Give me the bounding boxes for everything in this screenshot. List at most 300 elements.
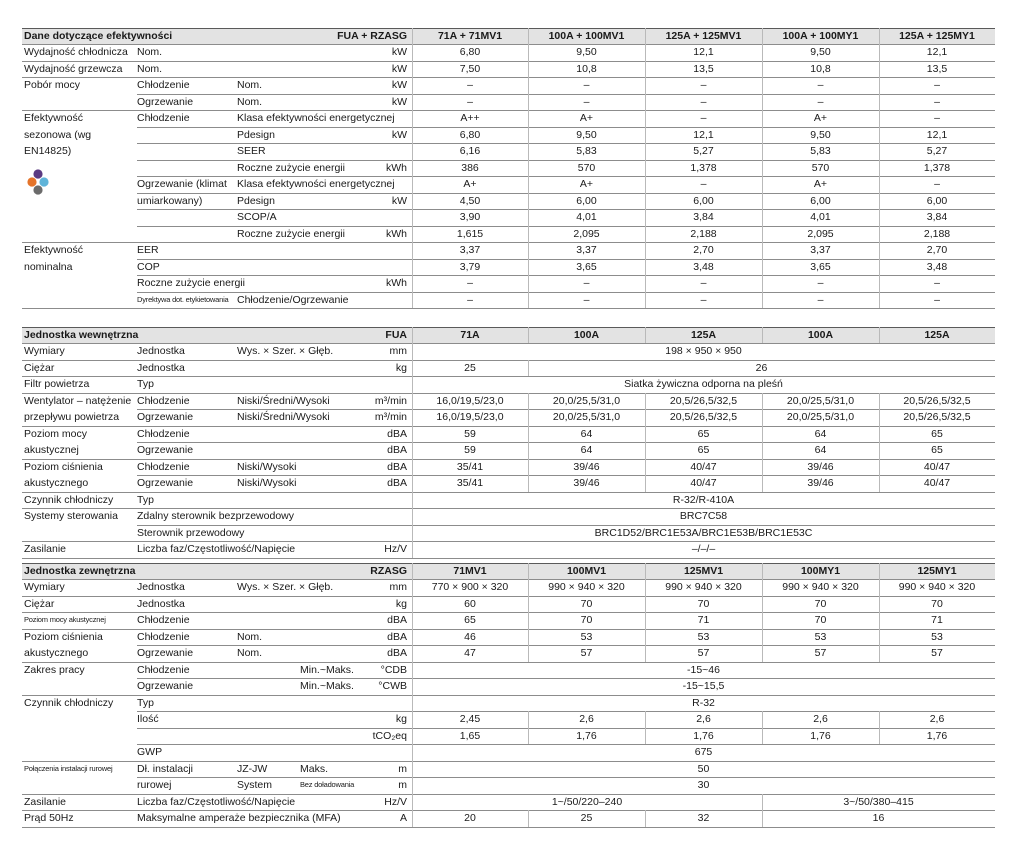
row-divider	[137, 226, 995, 227]
row-label: Poziom ciśnienia	[24, 630, 103, 643]
row-sublabel: Typ	[137, 378, 154, 390]
column-header: 100A + 100MV1	[548, 30, 625, 42]
table-row	[0, 761, 1020, 777]
value-cell: –	[934, 178, 940, 190]
table-row	[0, 209, 1020, 225]
unit-label: m	[398, 779, 407, 791]
unit-label: m³/min	[374, 394, 407, 407]
row-divider	[137, 193, 995, 194]
unit-label: dBA	[387, 427, 407, 440]
unit-label: kWh	[386, 227, 407, 240]
unit-label: kWh	[386, 277, 407, 289]
value-cell: 70	[580, 614, 593, 626]
value-cell: 3,48	[926, 260, 948, 273]
row-condition: Bez doładowania	[300, 780, 355, 789]
value-cell: 3,65	[810, 260, 831, 273]
table-row	[0, 744, 1020, 760]
row-sublabel: Ogrzewanie	[137, 411, 194, 423]
table-row	[0, 376, 1020, 392]
row-sublabel: Typ	[137, 493, 154, 506]
column-divider	[412, 563, 413, 827]
unit-label: Hz/V	[384, 543, 407, 555]
value-cell: A+	[813, 178, 828, 190]
row-label: Czynnik chłodniczy	[24, 493, 114, 506]
table-row	[0, 393, 1020, 409]
row-detail: Wys. × Szer. × Głęb.	[237, 345, 334, 357]
row-divider	[22, 612, 995, 613]
value-cell: 2,095	[807, 227, 834, 240]
value-cell: 65	[464, 614, 476, 626]
value-cell: 1,615	[456, 227, 484, 240]
row-divider	[22, 459, 995, 460]
column-divider	[879, 711, 880, 744]
model-label: FUA + RZASG	[337, 30, 407, 42]
table-row	[0, 77, 1020, 93]
row-sublabel: Ogrzewanie	[137, 647, 194, 659]
row-divider	[22, 579, 995, 580]
row-label: Ciężar	[24, 361, 55, 374]
column-divider	[528, 393, 529, 426]
row-detail: Chłodzenie/Ogrzewanie	[237, 293, 349, 306]
row-detail: SEER	[237, 145, 266, 157]
value-cell: 990 × 940 × 320	[898, 581, 976, 593]
row-divider	[22, 308, 995, 309]
row-sublabel: Chłodzenie	[137, 630, 190, 643]
value-cell: 65	[697, 427, 710, 440]
value-cell: 9,50	[810, 128, 831, 141]
value-group-cell: 1~/50/220–240	[551, 795, 623, 808]
value-cell: 12,1	[693, 46, 714, 58]
row-condition: Min.~Maks.	[300, 680, 354, 692]
value-span-cell: BRC1D52/BRC1E53A/BRC1E53B/BRC1E53C	[594, 526, 813, 539]
value-cell: 64	[814, 427, 827, 440]
column-divider	[412, 327, 413, 558]
value-cell: 3,84	[693, 211, 714, 223]
column-divider	[879, 393, 880, 426]
row-detail: System	[237, 779, 273, 791]
row-label: akustycznego	[24, 477, 89, 489]
value-cell: 65	[931, 427, 943, 440]
row-detail: JZ-JW	[237, 762, 268, 775]
value-cell: 990 × 940 × 320	[782, 581, 859, 593]
table-row	[0, 292, 1020, 308]
value-cell: –	[467, 293, 473, 306]
row-detail: Pdesign	[237, 194, 275, 207]
value-cell: 71	[931, 614, 943, 626]
table-row	[0, 275, 1020, 291]
row-label: Wymiary	[24, 345, 65, 357]
column-divider	[762, 794, 763, 827]
value-cell: 16,0/19,5/23,0	[436, 394, 504, 407]
row-sublabel: Typ	[137, 696, 154, 709]
column-divider	[645, 563, 646, 662]
unit-label: m³/min	[374, 411, 407, 423]
model-label: FUA	[385, 329, 407, 341]
value-cell: 40/47	[923, 477, 951, 489]
column-header: 100A	[807, 329, 834, 341]
value-cell: A+	[463, 178, 477, 190]
row-label: Efektywność	[24, 112, 83, 124]
value-cell: 2,70	[926, 244, 948, 256]
row-detail: Nom.	[237, 630, 263, 643]
value-cell: –	[467, 95, 473, 108]
value-cell: 70	[697, 597, 710, 610]
table-row	[0, 475, 1020, 491]
unit-label: dBA	[387, 630, 407, 643]
unit-label: dBA	[387, 444, 407, 456]
value-cell: 57	[814, 647, 827, 659]
column-header: 100A	[573, 329, 600, 341]
value-cell: 6,00	[926, 194, 948, 207]
unit-label: kWh	[386, 161, 407, 174]
column-header: 100MY1	[800, 565, 841, 577]
value-cell: –	[700, 277, 707, 289]
table-row	[0, 226, 1020, 242]
value-cell: 6,80	[459, 46, 481, 58]
value-cell: –	[700, 79, 707, 91]
row-sublabel: Chłodzenie	[137, 460, 190, 473]
table-row	[0, 777, 1020, 793]
table-row	[0, 442, 1020, 458]
value-span-cell: 198 × 950 × 950	[665, 345, 742, 357]
row-divider	[22, 376, 995, 377]
row-sublabel: Sterownik przewodowy	[137, 526, 245, 539]
table-row	[0, 596, 1020, 612]
row-divider	[22, 508, 995, 509]
value-cell: 3,90	[459, 211, 481, 223]
unit-label: tCO₂eq	[372, 729, 407, 742]
column-header: 71A	[460, 329, 480, 341]
value-cell: 65	[697, 444, 710, 456]
value-cell: 20	[464, 812, 476, 824]
value-cell: A+	[813, 112, 828, 124]
value-cell: 570	[577, 161, 596, 174]
value-cell: 53	[697, 630, 710, 643]
value-cell: 70	[580, 597, 593, 610]
value-cell: 1,76	[810, 729, 831, 742]
row-sublabel: Jednostka	[137, 345, 185, 357]
row-label: Poziom ciśnienia	[24, 460, 103, 473]
value-span-cell: 50	[697, 762, 710, 775]
row-label: Pobór mocy	[24, 79, 81, 91]
column-divider	[412, 28, 413, 308]
row-sublabel: Dyrektywa dot. etykietowania	[137, 294, 229, 304]
value-cell: 35/41	[456, 460, 484, 473]
value-cell: 25	[580, 812, 593, 824]
value-cell: –	[467, 79, 473, 91]
value-cell: 20,5/26,5/32,5	[903, 394, 971, 407]
row-sublabel: Maksymalne amperaże bezpiecznika (MFA)	[137, 812, 341, 824]
value-cell: 59	[464, 427, 476, 440]
unit-label: kg	[395, 361, 407, 374]
value-cell: 4,01	[810, 211, 831, 223]
value-cell: 3,37	[810, 244, 831, 256]
table-row	[0, 629, 1020, 645]
row-detail: Wys. × Szer. × Głęb.	[237, 581, 334, 593]
row-label: Wentylator – natężenie	[24, 394, 132, 407]
table-row	[0, 110, 1020, 126]
row-divider	[137, 275, 995, 276]
row-divider	[137, 442, 995, 443]
value-cell: 46	[464, 630, 476, 643]
value-cell: 25	[464, 361, 476, 374]
value-cell: 57	[931, 647, 943, 659]
section-title: Jednostka zewnętrzna	[24, 565, 136, 577]
table-row	[0, 645, 1020, 661]
row-sublabel: Liczba faz/Częstotliwość/Napięcie	[137, 795, 296, 808]
value-cell: 2,188	[923, 227, 951, 240]
row-label: EN14825)	[24, 145, 72, 157]
section-title: Jednostka wewnętrzna	[24, 329, 139, 341]
row-sublabel: Chłodzenie	[137, 663, 190, 676]
row-detail: Pdesign	[237, 128, 275, 141]
value-cell: –	[817, 79, 824, 91]
row-divider	[137, 143, 995, 144]
value-cell: 12,1	[926, 128, 948, 141]
unit-label: mm	[389, 345, 407, 357]
section-header	[0, 563, 1020, 579]
table-row	[0, 61, 1020, 77]
value-cell: 3,48	[693, 260, 714, 273]
column-divider	[528, 563, 529, 662]
row-sublabel: rurowej	[137, 779, 172, 791]
value-cell: 770 × 900 × 320	[431, 581, 509, 593]
value-span-cell: 675	[694, 746, 713, 758]
row-divider	[137, 409, 995, 410]
row-divider	[22, 242, 995, 243]
column-header: 125A	[690, 329, 717, 341]
table-row	[0, 794, 1020, 810]
table-row	[0, 409, 1020, 425]
row-divider	[137, 525, 995, 526]
value-cell: 6,00	[693, 194, 714, 207]
unit-label: kW	[391, 79, 407, 91]
value-cell: 7,50	[459, 62, 481, 75]
value-cell: 6,80	[459, 128, 481, 141]
row-divider	[137, 160, 995, 161]
column-divider	[879, 459, 880, 492]
row-divider	[22, 596, 995, 597]
section-title: Dane dotyczące efektywności	[24, 30, 173, 42]
row-sublabel: Ogrzewanie	[137, 477, 194, 489]
row-divider	[137, 475, 995, 476]
column-divider	[762, 28, 763, 308]
table-row	[0, 810, 1020, 826]
value-cell: A+	[579, 178, 594, 190]
value-span-cell: BRC7C58	[679, 510, 728, 522]
value-cell: 2,6	[579, 713, 594, 725]
row-divider	[22, 761, 995, 762]
row-divider	[137, 176, 995, 177]
table-row	[0, 525, 1020, 541]
table-row	[0, 711, 1020, 727]
value-cell: 16,0/19,5/23,0	[436, 411, 504, 423]
row-sublabel: Chłodzenie	[137, 79, 190, 91]
section-header	[0, 327, 1020, 343]
section-header	[0, 28, 1020, 44]
value-cell: –	[700, 112, 707, 124]
value-cell: 2,095	[573, 227, 600, 240]
row-sublabel: Jednostka	[137, 361, 185, 374]
value-cell: 12,1	[926, 46, 948, 58]
row-divider	[22, 426, 995, 427]
row-divider	[137, 209, 995, 210]
row-divider	[22, 110, 995, 111]
row-detail: Roczne zużycie energii	[237, 227, 345, 240]
value-cell: 2,6	[929, 713, 945, 725]
table-row	[0, 94, 1020, 110]
table-row	[0, 612, 1020, 628]
value-group-cell: 3~/50/380–415	[843, 795, 914, 808]
value-cell: –	[934, 293, 940, 306]
row-divider	[137, 292, 995, 293]
value-cell: 990 × 940 × 320	[548, 581, 625, 593]
value-cell: A+	[579, 112, 594, 124]
table-row	[0, 193, 1020, 209]
column-divider	[879, 563, 880, 662]
value-cell: 53	[580, 630, 593, 643]
row-divider	[22, 393, 995, 394]
value-cell: 3,79	[459, 260, 481, 273]
value-cell: –	[934, 79, 940, 91]
value-cell: 39/46	[573, 460, 600, 473]
row-sublabel: Ilość	[137, 713, 159, 725]
value-cell: 1,65	[459, 729, 481, 742]
value-cell: 20,0/25,5/31,0	[552, 411, 621, 423]
row-label: Zasilanie	[24, 543, 67, 555]
row-divider	[22, 77, 995, 78]
column-divider	[645, 426, 646, 459]
table-row	[0, 44, 1020, 60]
row-sublabel: Zdalny sterownik bezprzewodowy	[137, 510, 294, 522]
value-span-cell: 30	[697, 779, 710, 791]
value-cell: 20,0/25,5/31,0	[786, 394, 855, 407]
row-divider	[137, 645, 995, 646]
value-cell: –	[934, 95, 940, 108]
value-cell: 64	[580, 444, 593, 456]
column-divider	[528, 810, 529, 827]
value-cell: 10,8	[810, 62, 831, 75]
column-divider	[645, 810, 646, 827]
row-label: Poziom mocy	[24, 427, 88, 440]
value-cell: –	[700, 178, 707, 190]
row-label: Zasilanie	[24, 795, 67, 808]
column-divider	[645, 459, 646, 492]
table-row	[0, 143, 1020, 159]
row-sublabel: Roczne zużycie energii	[137, 277, 245, 289]
value-cell: 40/47	[690, 460, 717, 473]
value-cell: 10,8	[576, 62, 597, 75]
value-cell: A++	[460, 112, 480, 124]
column-divider	[762, 327, 763, 343]
value-cell: 4,50	[459, 194, 481, 207]
row-sublabel: Ogrzewanie (klimat	[137, 178, 227, 190]
value-cell: 20,5/26,5/32,5	[903, 411, 971, 423]
value-cell: 2,188	[690, 227, 717, 240]
unit-label: A	[399, 812, 407, 824]
column-header: 125A + 125MY1	[899, 30, 975, 42]
table-row	[0, 695, 1020, 711]
table-row	[0, 176, 1020, 192]
value-cell: 570	[811, 161, 830, 174]
value-cell: 9,50	[810, 46, 831, 58]
unit-label: m	[398, 762, 407, 775]
value-cell: 9,50	[576, 46, 597, 58]
value-span-cell: –/–/–	[691, 543, 716, 555]
row-detail: Niski/Średni/Wysoki	[237, 394, 330, 407]
value-cell: 6,00	[576, 194, 597, 207]
value-cell: 5,83	[576, 145, 597, 157]
row-label: Poziom mocy akustycznej	[24, 615, 106, 624]
row-divider	[137, 94, 995, 95]
row-detail: Klasa efektywności energetycznej	[237, 178, 395, 190]
row-condition: Maks.	[300, 762, 329, 775]
unit-label: kW	[391, 128, 407, 141]
row-label: Wymiary	[24, 581, 65, 593]
column-divider	[528, 711, 529, 744]
row-condition: Min.~Maks.	[300, 663, 354, 676]
row-label: akustycznej	[24, 444, 79, 456]
value-cell: –	[467, 277, 473, 289]
column-divider	[879, 426, 880, 459]
value-cell: 20,0/25,5/31,0	[552, 394, 621, 407]
row-sublabel: Jednostka	[137, 581, 185, 593]
value-cell: 990 × 940 × 320	[665, 581, 742, 593]
row-detail: Klasa efektywności energetycznej	[237, 112, 395, 124]
row-detail: Niski/Średni/Wysoki	[237, 411, 330, 423]
unit-label: Hz/V	[384, 795, 407, 808]
value-cell: 60	[464, 597, 476, 610]
value-cell: 64	[814, 444, 827, 456]
value-cell: 1,378	[690, 161, 717, 174]
value-cell: 32	[697, 812, 710, 824]
row-sublabel: Chłodzenie	[137, 614, 190, 626]
row-detail: Niski/Wysoki	[237, 460, 297, 473]
value-cell: –	[934, 277, 940, 289]
row-divider	[22, 343, 995, 344]
value-cell: 3,37	[459, 244, 481, 256]
value-cell: 1,76	[926, 729, 948, 742]
logo-dot	[33, 169, 42, 178]
row-sublabel: COP	[137, 260, 160, 273]
row-divider	[137, 744, 995, 745]
row-divider	[137, 711, 995, 712]
column-divider	[879, 28, 880, 308]
value-cell: 57	[580, 647, 593, 659]
value-cell: –	[583, 95, 590, 108]
value-cell: 40/47	[923, 460, 951, 473]
row-sublabel: Liczba faz/Częstotliwość/Napięcie	[137, 543, 296, 555]
table-row	[0, 728, 1020, 744]
value-cell: 3,84	[926, 211, 948, 223]
value-group-cell: 16	[872, 812, 885, 824]
table-row	[0, 242, 1020, 258]
value-cell: 20,0/25,5/31,0	[786, 411, 855, 423]
unit-label: kW	[391, 62, 407, 75]
column-divider	[528, 426, 529, 459]
value-cell: 2,70	[693, 244, 714, 256]
unit-label: kg	[395, 597, 407, 610]
table-row	[0, 160, 1020, 176]
value-cell: 1,76	[576, 729, 597, 742]
table-row	[0, 426, 1020, 442]
row-label: Zakres pracy	[24, 663, 85, 676]
row-sublabel: Ogrzewanie	[137, 680, 194, 692]
row-detail: Nom.	[237, 79, 263, 91]
row-divider	[22, 44, 995, 45]
row-divider	[137, 259, 995, 260]
value-cell: 9,50	[576, 128, 597, 141]
